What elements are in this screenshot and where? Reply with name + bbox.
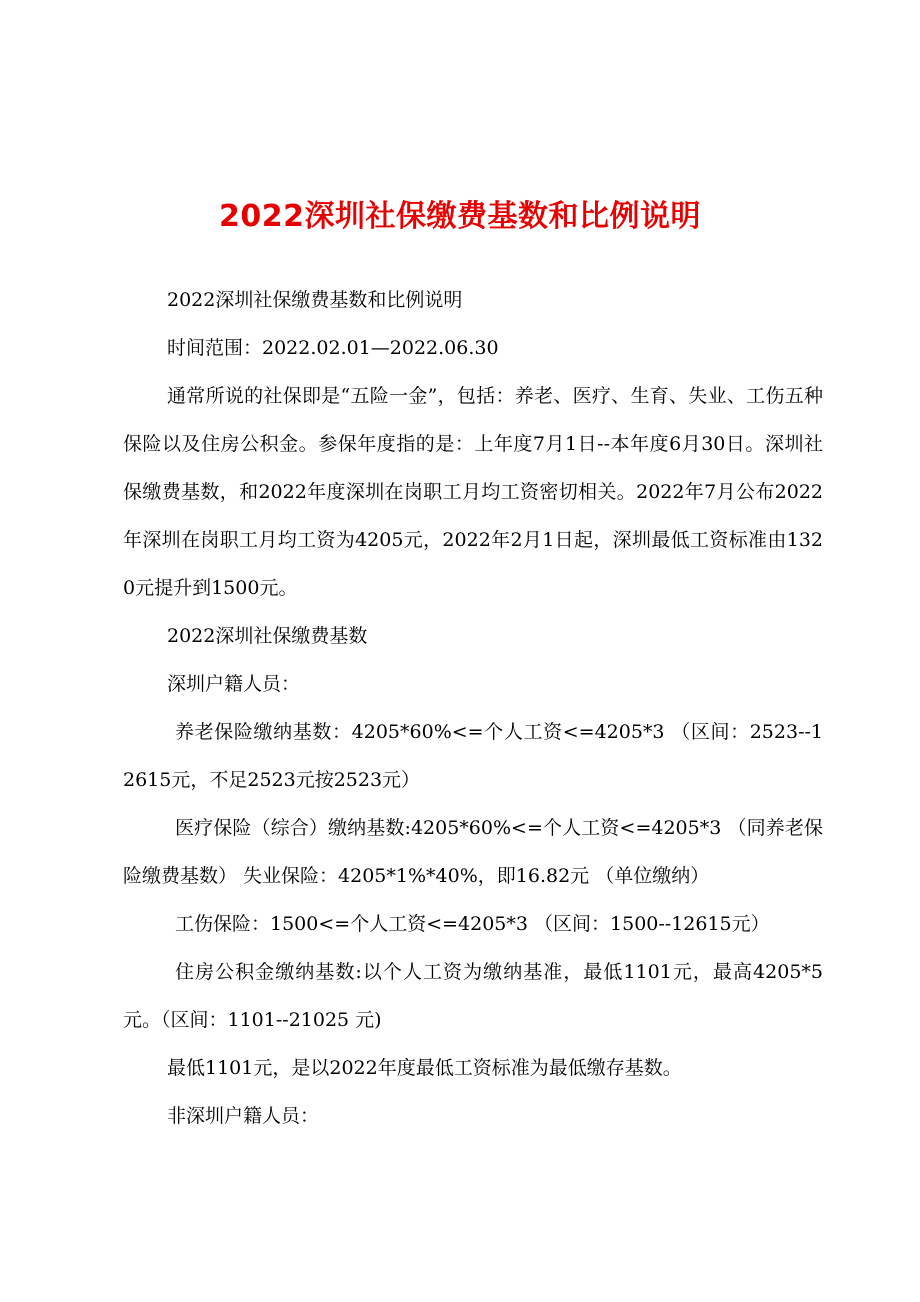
paragraph-medical-base: 医疗保险（综合）缴纳基数:4205*60%<=个人工资<=4205*3 （同养老保险缴费基数） 失业保险：4205*1%*40%，即16.82元 （单位缴纳） (123, 817, 823, 887)
paragraph-time-range: 时间范围：2022.02.01—2022.06.30 (167, 337, 499, 359)
paragraph-pension-base: 养老保险缴纳基数：4205*60%<=个人工资<=4205*3 （区间：2523--12615元，不足2523元按2523元） (123, 721, 823, 791)
paragraph-section-heading: 2022深圳社保缴费基数 (167, 625, 368, 647)
paragraph-intro: 通常所说的社保即是“五险一金”，包括：养老、医疗、生育、失业、工伤五种保险以及住房公积金。参保年度指的是：上年度7月1日--本年度6月30日。深圳社保缴费基数，和2022年度深圳在岗职工月均工资密切相关。2022年7月公布2022年深圳在岗职工月均工资为4205元，2022年2月1日起，深圳最低工资标准由1320元提升到1500元。 (123, 385, 823, 599)
paragraph-shenzhen-residents: 深圳户籍人员： (167, 673, 301, 695)
document-title: 2022深圳社保缴费基数和比例说明 (219, 199, 701, 234)
paragraph-subtitle: 2022深圳社保缴费基数和比例说明 (167, 289, 463, 311)
paragraph-minimum-note: 最低1101元，是以2022年度最低工资标准为最低缴存基数。 (167, 1057, 682, 1079)
paragraph-housing-fund: 住房公积金缴纳基数:以个人工资为缴纳基准，最低1101元，最高4205*5元。（区间：1101--21025 元) (123, 961, 823, 1031)
paragraph-non-residents: 非深圳户籍人员： (167, 1105, 320, 1127)
document-body (123, 276, 823, 1140)
paragraph-injury-insurance: 工伤保险：1500<=个人工资<=4205*3 （区间：1500--12615元） (175, 913, 770, 935)
